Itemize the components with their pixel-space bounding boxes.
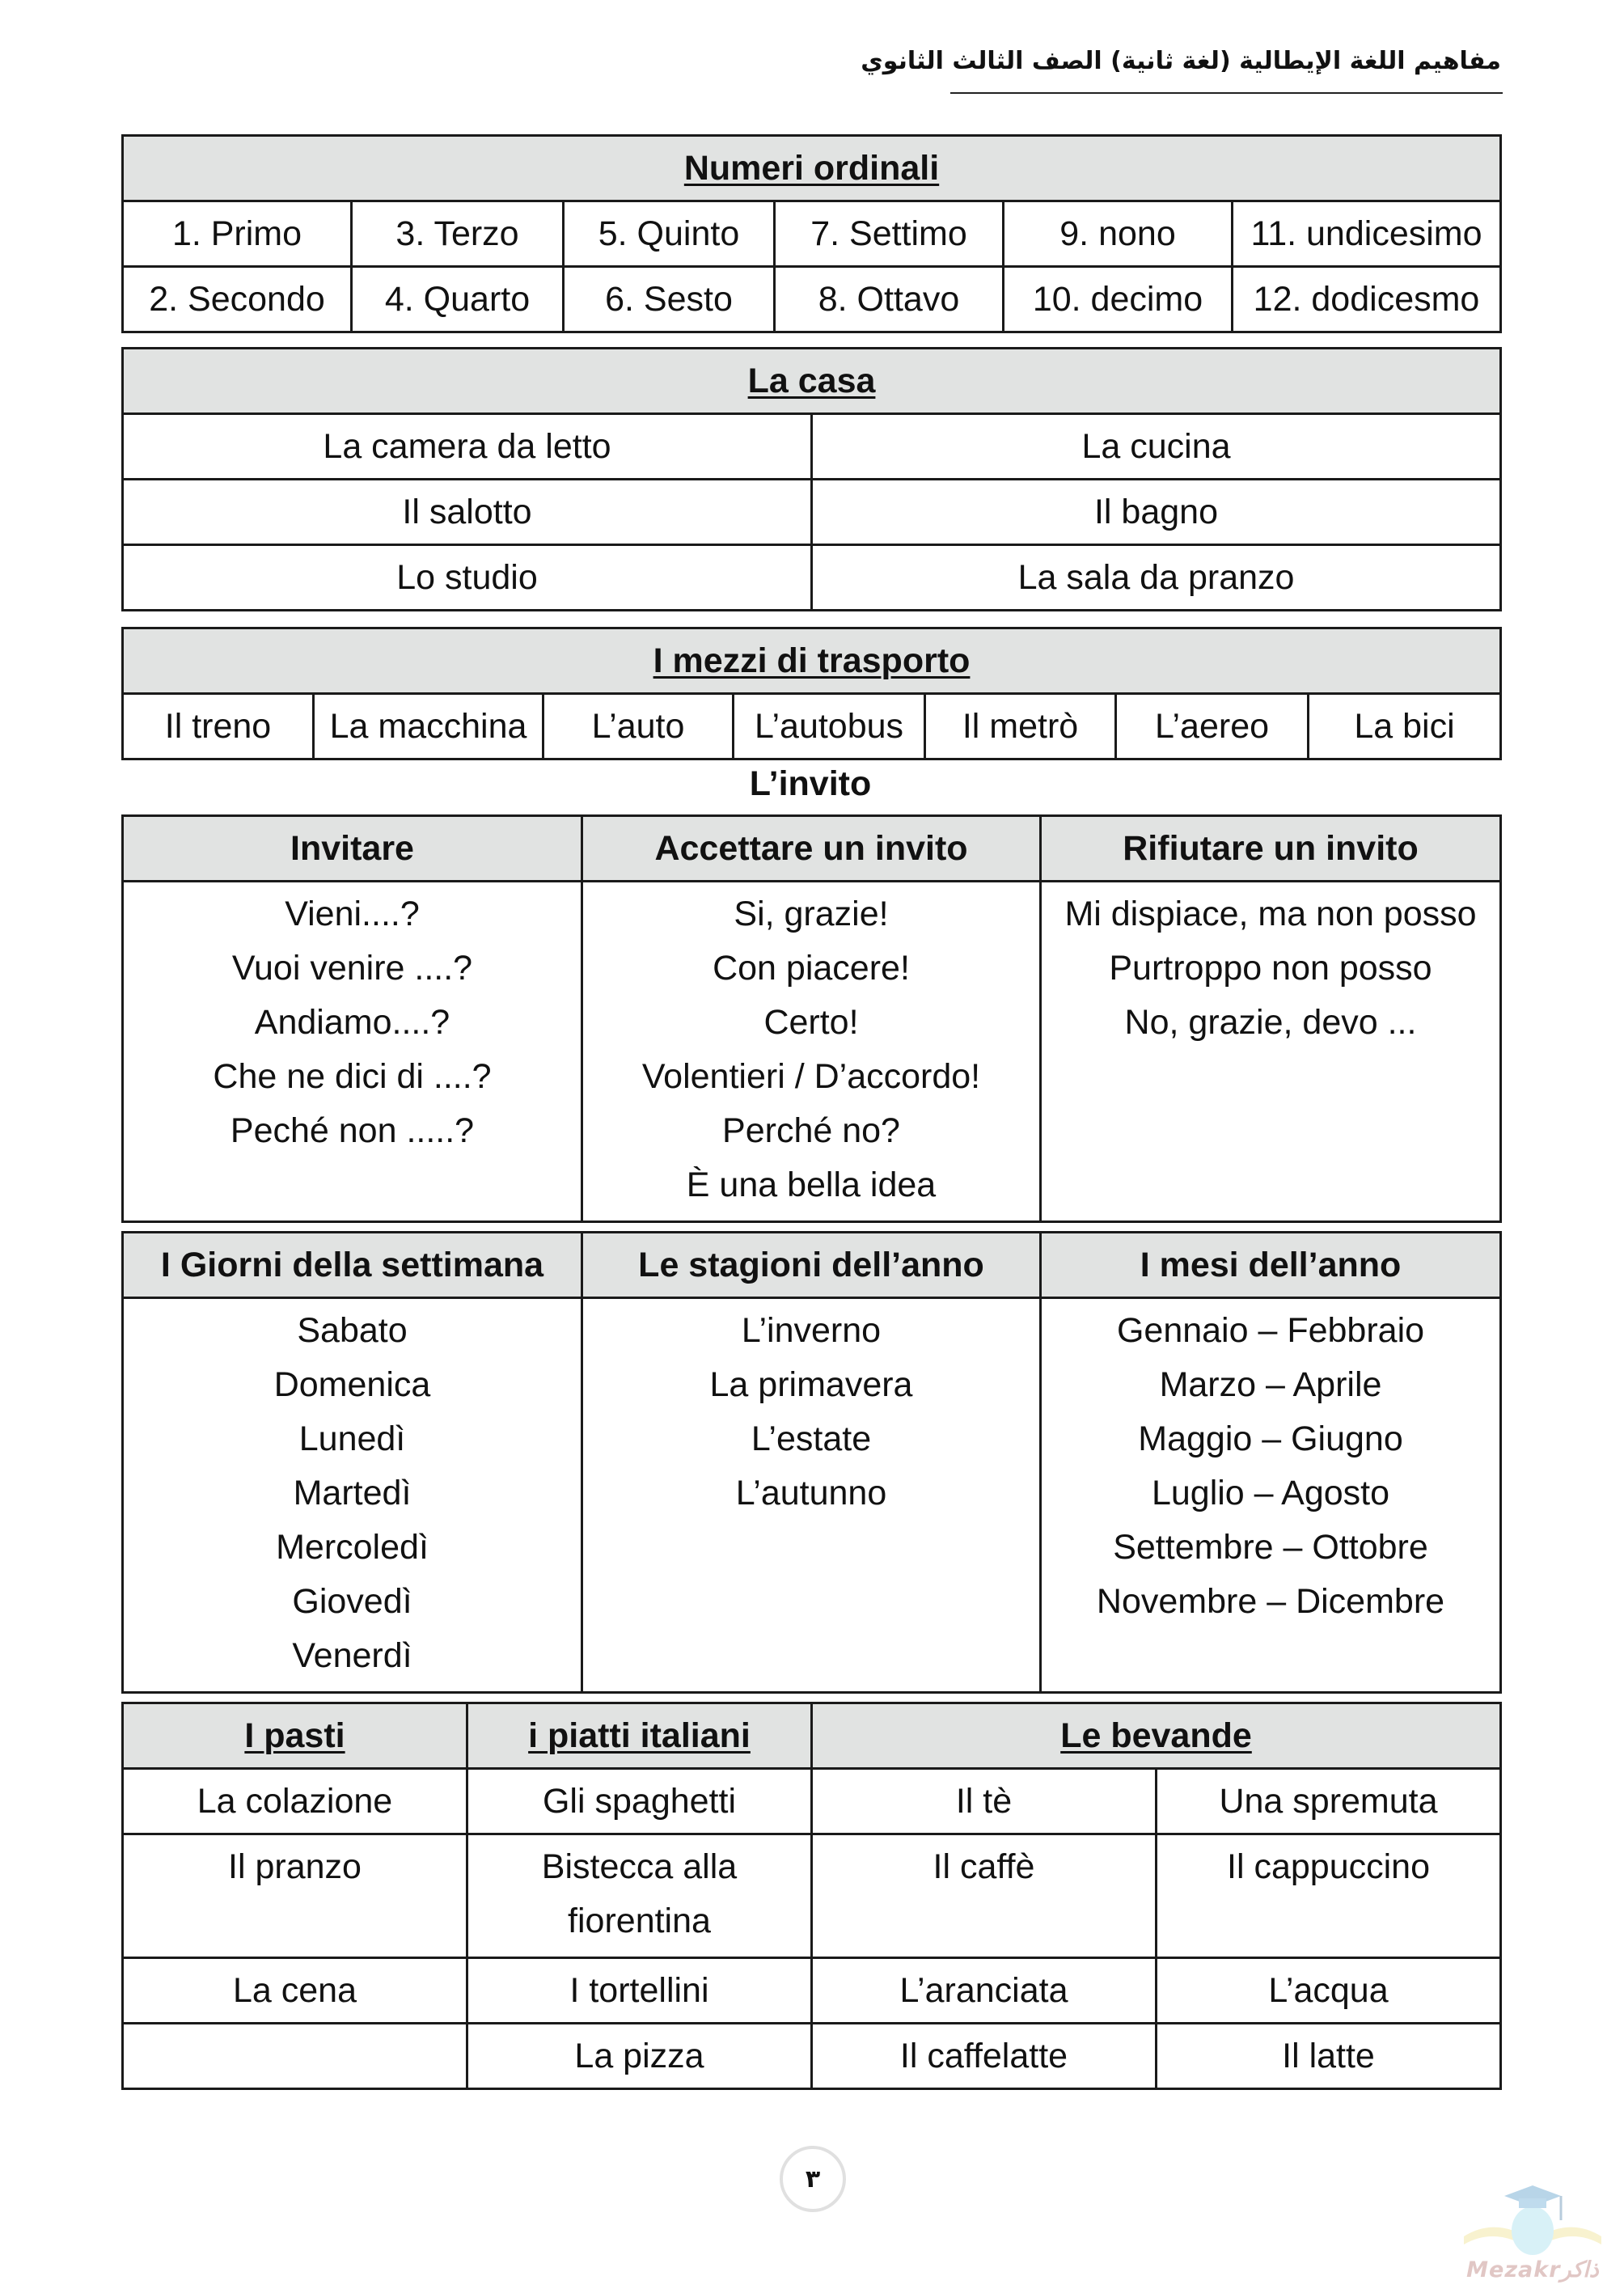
room-cell: La cucina — [812, 414, 1501, 480]
seasons-column — [582, 1298, 1041, 1693]
invitation-title: L’invito — [749, 764, 872, 803]
ordinal-cell: 4. Quarto — [352, 267, 564, 332]
drink-cell: Una spremuta — [1157, 1769, 1501, 1834]
transport-cell: Il metrò — [925, 694, 1116, 759]
table-row — [123, 201, 1501, 267]
calendar-table — [121, 1231, 1502, 1694]
calendar-header: I mesi dell’anno — [1041, 1233, 1501, 1298]
table-row — [123, 1958, 1501, 2024]
invitation-header: Accettare un invito — [582, 816, 1041, 882]
phrase: Vuoi venire ....? — [231, 949, 473, 988]
transport-cell: L’aereo — [1116, 694, 1309, 759]
dish-cell: La pizza — [467, 2024, 812, 2089]
table-row — [123, 882, 1501, 1222]
table-row — [123, 480, 1501, 545]
watermark-logo — [1448, 2160, 1618, 2289]
header-rule — [950, 92, 1503, 94]
transport-cell: L’auto — [543, 694, 734, 759]
season: La primavera — [709, 1365, 913, 1404]
ordinal-cell: 3. Terzo — [352, 201, 564, 267]
day: Lunedì — [298, 1419, 406, 1458]
season: L’estate — [751, 1419, 872, 1458]
invitation-column — [1041, 882, 1501, 1222]
months-pair: Marzo – Aprile — [1159, 1365, 1382, 1404]
table-row — [123, 1769, 1501, 1834]
drinks-header: Le bevande — [812, 1703, 1501, 1769]
days-column — [123, 1298, 582, 1693]
invitation-column — [582, 882, 1041, 1222]
dishes-header: i piatti italiani — [467, 1703, 812, 1769]
ordinal-cell: 5. Quinto — [564, 201, 775, 267]
phrase: Con piacere! — [713, 949, 910, 988]
room-cell: La sala da pranzo — [812, 545, 1501, 611]
table-row — [123, 1834, 1501, 1958]
drink-cell: Il caffelatte — [812, 2024, 1157, 2089]
table-row — [123, 414, 1501, 480]
phrase: Che ne dici di ....? — [213, 1057, 492, 1096]
transport-cell: Il treno — [123, 694, 314, 759]
phrase: Certo! — [763, 1003, 859, 1042]
table-row — [123, 1298, 1501, 1693]
phrase: No, grazie, devo ... — [1124, 1003, 1417, 1042]
ordinal-cell: 10. decimo — [1004, 267, 1233, 332]
ordinal-cell: 7. Settimo — [775, 201, 1004, 267]
drink-cell: Il tè — [812, 1769, 1157, 1834]
meal-cell: Il pranzo — [123, 1834, 467, 1958]
room-cell: Lo studio — [123, 545, 812, 611]
transport-table — [121, 627, 1502, 760]
months-column — [1041, 1298, 1501, 1693]
phrase: Volentieri / D’accordo! — [641, 1057, 981, 1096]
transport-cell: La bici — [1309, 694, 1501, 759]
day: Sabato — [297, 1311, 408, 1350]
months-pair: Settembre – Ottobre — [1113, 1528, 1428, 1567]
transport-title: I mezzi di trasporto — [123, 628, 1501, 694]
room-cell: Il bagno — [812, 480, 1501, 545]
ordinal-cell: 6. Sesto — [564, 267, 775, 332]
phrase: Andiamo....? — [254, 1003, 450, 1042]
graduation-book-icon — [1448, 2160, 1618, 2265]
page-number-label: ٣ — [805, 2164, 821, 2194]
meal-cell — [123, 2024, 467, 2089]
day: Giovedì — [292, 1582, 412, 1621]
phrase: Vieni....? — [285, 895, 420, 933]
drink-cell: L’aranciata — [812, 1958, 1157, 2024]
table-row — [123, 694, 1501, 759]
invitation-table — [121, 814, 1502, 1223]
drink-cell: Il caffè — [812, 1834, 1157, 1958]
meals-header: I pasti — [123, 1703, 467, 1769]
drink-cell: Il cappuccino — [1157, 1834, 1501, 1958]
room-cell: Il salotto — [123, 480, 812, 545]
transport-cell: La macchina — [314, 694, 543, 759]
dish-cell: I tortellini — [467, 1958, 812, 2024]
season: L’autunno — [735, 1474, 887, 1512]
phrase: Perché no? — [722, 1111, 900, 1150]
house-title: La casa — [123, 349, 1501, 414]
food-table — [121, 1702, 1502, 2090]
phrase: Purtroppo non posso — [1109, 949, 1432, 988]
day: Venerdì — [292, 1636, 412, 1675]
calendar-header: Le stagioni dell’anno — [582, 1233, 1041, 1298]
invitation-header: Invitare — [123, 816, 582, 882]
dish-cell: Gli spaghetti — [467, 1769, 812, 1834]
ordinal-cell: 8. Ottavo — [775, 267, 1004, 332]
phrase: Si, grazie! — [734, 895, 889, 933]
house-table — [121, 347, 1502, 611]
ordinal-cell: 11. undicesimo — [1233, 201, 1501, 267]
table-row — [123, 267, 1501, 332]
header-title: مفاهيم اللغة الإيطالية (لغة ثانية) الصف الثالث الثانوي — [861, 47, 1501, 75]
ordinal-cell: 1. Primo — [123, 201, 352, 267]
page-number — [780, 2146, 846, 2212]
drink-cell: L’acqua — [1157, 1958, 1501, 2024]
months-pair: Gennaio – Febbraio — [1116, 1311, 1425, 1350]
months-pair: Luglio – Agosto — [1151, 1474, 1390, 1512]
meal-cell: La cena — [123, 1958, 467, 2024]
ordinals-table — [121, 134, 1502, 333]
ordinal-cell: 9. nono — [1004, 201, 1233, 267]
dish-cell: Bistecca alla fiorentina — [467, 1834, 812, 1958]
phrase: Mi dispiace, ma non posso — [1064, 895, 1477, 933]
season: L’inverno — [741, 1311, 882, 1350]
phrase: Peché non .....? — [230, 1111, 475, 1150]
meal-cell: La colazione — [123, 1769, 467, 1834]
day: Mercoledì — [276, 1528, 429, 1567]
transport-cell: L’autobus — [734, 694, 925, 759]
watermark-text: Mezakrذاكر — [1466, 2257, 1599, 2282]
day: Martedì — [293, 1474, 412, 1512]
table-row — [123, 2024, 1501, 2089]
ordinals-title: Numeri ordinali — [123, 136, 1501, 201]
ordinal-cell: 12. dodicesmo — [1233, 267, 1501, 332]
invitation-header: Rifiutare un invito — [1041, 816, 1501, 882]
room-cell: La camera da letto — [123, 414, 812, 480]
calendar-header: I Giorni della settimana — [123, 1233, 582, 1298]
drink-cell: Il latte — [1157, 2024, 1501, 2089]
phrase: È una bella idea — [686, 1166, 937, 1204]
invitation-column — [123, 882, 582, 1222]
table-row — [123, 545, 1501, 611]
day: Domenica — [273, 1365, 431, 1404]
months-pair: Maggio – Giugno — [1138, 1419, 1403, 1458]
months-pair: Novembre – Dicembre — [1096, 1582, 1445, 1621]
ordinal-cell: 2. Secondo — [123, 267, 352, 332]
